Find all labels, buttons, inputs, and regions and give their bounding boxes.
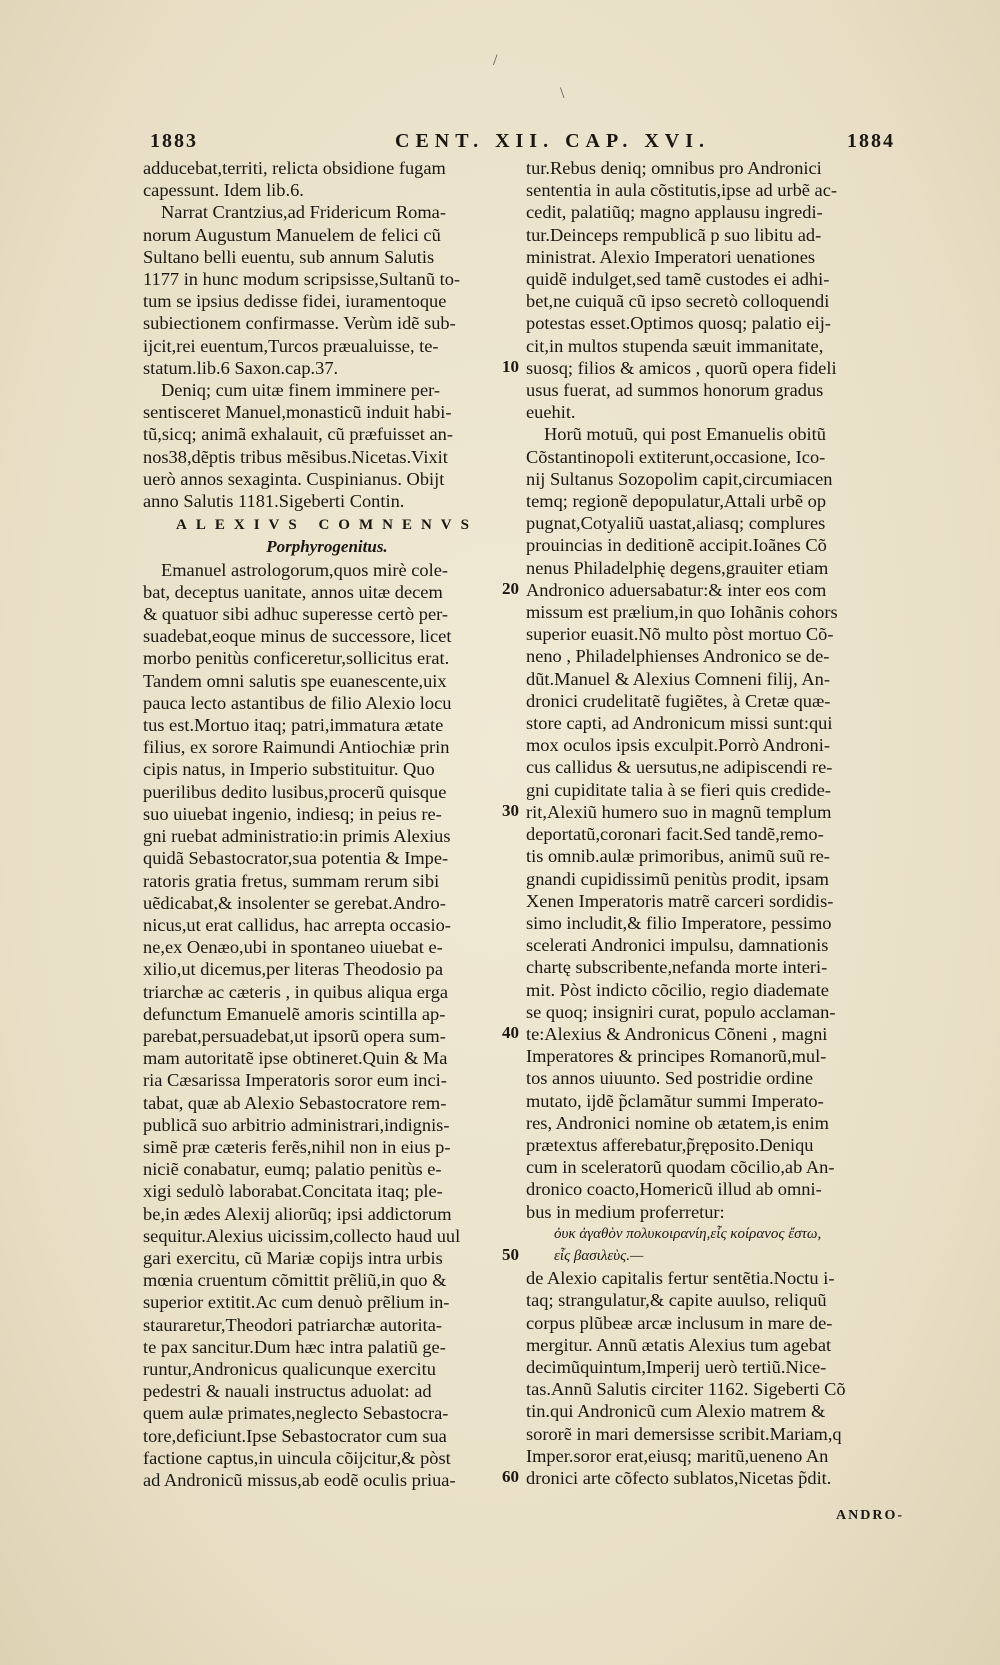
- text-line: te pax sancitur.Dum hæc intra palatiũ ge-: [143, 1336, 446, 1357]
- text-line: 1177 in hunc modum scripsisse,Sultanũ to-: [143, 269, 461, 290]
- text-line: sequitur.Alexius uicissim,collecto haud uul: [143, 1225, 461, 1246]
- text-line: bus in medium proferretur:: [526, 1201, 725, 1222]
- running-header: [150, 130, 895, 160]
- text-line: superior extitit.Ac cum denuò prẽlium in-: [143, 1292, 450, 1313]
- text-line: tur.Rebus deniq; omnibus pro Andronici: [526, 158, 822, 178]
- text-line: store capti, ad Andronicum missi sunt:qui: [526, 713, 833, 734]
- margin-mark: /: [493, 52, 498, 69]
- text-line: de Alexio capitalis fertur sentẽtia.Noctu i-: [526, 1268, 835, 1289]
- text-line: ijcit,rei euentum,Turcos præualuisse, te-: [143, 335, 439, 356]
- text-line: deportatũ,coronari facit.Sed tandẽ,remo-: [526, 824, 824, 845]
- text-line: ne,ex Oenæo,ubi in spontaneo uiuebat e-: [143, 937, 443, 958]
- text-line: defunctum Emanuelẽ amoris scintilla ap-: [143, 1003, 446, 1024]
- text-line: ratoris gratia fretus, summam rerum sibi: [143, 870, 440, 891]
- text-line: sententia in aula cõstitutis,ipse ad urbẽ ac-: [526, 180, 838, 201]
- text-line: tore,deficiunt.Ipse Sebastocrator cum sua: [143, 1425, 447, 1446]
- catchword: ANDRO-: [836, 1508, 904, 1523]
- text-line: capessunt. Idem lib.6.: [143, 180, 304, 201]
- line-number: 40: [502, 1022, 519, 1042]
- text-line: anno Salutis 1181.Sigeberti Contin.: [143, 491, 405, 512]
- text-line: scelerati Andronici impulsu, damnationis: [526, 935, 829, 956]
- text-line: publicã suo arbitrio administrari,indignis-: [143, 1114, 450, 1135]
- text-line: se quoq; insigniri curat, populo acclaman-: [526, 1001, 836, 1022]
- text-line: subiectionem confirmasse. Verùm idẽ sub-: [143, 313, 456, 334]
- text-line: nos38,dẽptis tribus mẽsibus.Nicetas.Vixit: [143, 446, 448, 467]
- text-line: mutato, ijdẽ p̃clamãtur summi Imperato-: [526, 1090, 824, 1111]
- text-line: gni cupiditate talia à se fieri quis credide-: [526, 779, 831, 800]
- greek-quote-line: ὀυκ ἀγαθὸν πολυκοιρανίη,εἷς κοίρανος ἔστω,: [554, 1225, 822, 1242]
- line-number: 20: [502, 578, 519, 598]
- text-line: ad Andronicũ missus,ab eodẽ oculis priua-: [143, 1469, 456, 1490]
- text-line: bat, deceptus uanitate, annos uitæ decem: [143, 581, 443, 602]
- text-line: xigi sedulò laborabat.Concitata itaq; ple-: [143, 1181, 443, 1202]
- text-line: triarchæ ac cæteris , in quibus aliqua erga: [143, 981, 449, 1002]
- text-line: sentisceret Manuel,monasticũ induit habi-: [143, 402, 452, 423]
- text-line: prouincias in deditionẽ accipit.Ioãnes Cõ: [526, 535, 827, 556]
- text-line: niciẽ conabatur, eumq; palatio penitùs e-: [143, 1159, 442, 1180]
- left-page-number: 1883: [150, 130, 198, 152]
- text-line: parebat,persuadebat,ut ipsorũ opera sum-: [143, 1025, 446, 1046]
- text-line: temq; regionẽ depopulatur,Attali urbẽ op: [526, 491, 827, 512]
- text-line: mox oculos ipsis exculpit.Porrò Androni-: [526, 735, 830, 756]
- text-line: ministrat. Alexio Imperatori uenationes: [526, 246, 816, 267]
- text-line: adducebat,territi, relicta obsidione fugam: [143, 158, 446, 178]
- text-line: cedit, palatiũq; magno applausu ingredi-: [526, 202, 823, 223]
- text-line: Horũ motuũ, qui post Emanuelis obitũ: [544, 424, 826, 445]
- line-number: 30: [502, 800, 519, 820]
- text-line: ria Cæsarissa Imperatoris soror eum inci-: [143, 1070, 447, 1091]
- text-line: quidã Sebastocrator,sua potentia & Impe-: [143, 848, 449, 869]
- text-line: norum Augustum Manuelem de felici cũ: [143, 224, 441, 245]
- text-line: simo includit,& filio Imperatore, pessimo: [526, 912, 832, 933]
- text-line: pugnat,Cotyaliũ uastat,aliasq; complures: [526, 513, 826, 534]
- text-line: suadebat,eoque minus de successore, licet: [143, 626, 452, 647]
- text-line: euehit.: [526, 402, 576, 423]
- text-line: cit,in multos stupenda sæuit immanitate,: [526, 335, 824, 356]
- text-line: gari exercitu, cũ Mariæ copijs intra urbis: [143, 1247, 443, 1268]
- greek-quote-line: εἷς βασιλεὺς.—: [554, 1247, 644, 1264]
- text-line: tas.Annũ Salutis circiter 1162. Sigeberti Cõ: [526, 1379, 846, 1400]
- text-line: tum se ipsius dedisse fidei, iuramentoque: [143, 291, 447, 312]
- text-line: suo uiuebat ingenio, indiesq; in peius re-: [143, 803, 442, 824]
- text-line: suosq; filios & amicos , quorũ opera fideli: [526, 357, 837, 378]
- text-line: tin.qui Andronicũ cum Alexio matrem &: [526, 1401, 826, 1422]
- line-number: 60: [502, 1466, 519, 1486]
- text-line: & quatuor sibi adhuc superesse certò per-: [143, 604, 449, 625]
- text-line: potestas esset.Optimos quosq; palatio eij-: [526, 313, 831, 334]
- text-line: dronico coacto,Homericũ illud ab omni-: [526, 1179, 822, 1200]
- text-line: te:Alexius & Andronicus Cõneni , magni: [526, 1023, 828, 1044]
- text-line: pauca lecto astantibus de filio Alexio locu: [143, 692, 452, 713]
- text-line: Deniq; cum uitæ finem imminere per-: [161, 380, 440, 401]
- margin-mark: \: [560, 85, 565, 102]
- text-line: tabat, quæ ab Alexio Sebastocratore rem-: [143, 1092, 447, 1113]
- line-number: 50: [502, 1244, 519, 1264]
- text-line: Imperatores & principes Romanorũ,mul-: [526, 1046, 827, 1067]
- text-line: mam autoritatẽ ipse obtineret.Quin & Ma: [143, 1048, 448, 1069]
- text-line: xilio,ut dicemus,per literas Theodosio pa: [143, 959, 443, 980]
- text-line: missum est prælium,in quo Iohãnis cohors: [526, 602, 838, 623]
- text-line: uẽdicabat,& insolenter se gerebat.Andro-: [143, 892, 446, 913]
- text-line: sororẽ in mari demersisse scribit.Mariam,q: [526, 1423, 842, 1444]
- text-line: Cõstantinopoli extiterunt,occasione, Ico-: [526, 446, 826, 467]
- text-line: neno , Philadelphienses Andronico se de-: [526, 646, 830, 667]
- text-line: tis omnib.aulæ primoribus, animũ suũ re-: [526, 846, 830, 867]
- text-line: factione captus,in uincula cõijcitur,& pòst: [143, 1447, 451, 1468]
- text-line: tur.Deinceps rempublicã p suo libitu ad-: [526, 224, 822, 245]
- right-column: [526, 157, 894, 1489]
- section-subtitle: Porphyrogenitus.: [266, 537, 388, 557]
- text-line: Sultano belli euentu, sub annum Salutis: [143, 246, 435, 267]
- text-line: rit,Alexiũ humero suo in magnũ templum: [526, 801, 832, 822]
- text-line: prætextus afferebatur,p̃ręposito.Deniqu: [526, 1134, 814, 1155]
- line-number: 10: [502, 356, 519, 376]
- text-line: corpus plũbeæ arcæ inclusum in mare de-: [526, 1312, 833, 1333]
- text-line: gnandi cupidissimũ penitùs prodit, ipsam: [526, 868, 829, 889]
- text-line: taq; strangulatur,& capite auulso, reliquũ: [526, 1290, 827, 1311]
- text-line: Xenen Imperatoris matrẽ carceri sordidis-: [526, 890, 834, 911]
- text-line: cum in sceleratorũ quodam cõcilio,ab An-: [526, 1157, 835, 1178]
- text-line: tos annos uiuunto. Sed postridie ordine: [526, 1068, 814, 1089]
- text-line: dũt.Manuel & Alexius Comneni filij, An-: [526, 668, 830, 689]
- text-line: nenus Philadelphię degens,grauiter etiam: [526, 557, 829, 578]
- text-line: tus est.Mortuo itaq; patri,immatura ætate: [143, 715, 444, 736]
- text-line: Imper.soror erat,eiusq; maritũ,ueneno An: [526, 1445, 829, 1466]
- text-line: Narrat Crantzius,ad Fridericum Roma-: [161, 202, 446, 223]
- text-line: decimũquintum,Imperij uerò tertiũ.Nice-: [526, 1356, 827, 1377]
- text-line: nij Sultanus Sozopolim capit,circumiacen: [526, 468, 833, 489]
- text-line: morbo penitùs conficeretur,sollicitus erat.: [143, 648, 450, 669]
- section-title: ALEXIVS COMNENVS: [176, 517, 478, 534]
- text-line: mergitur. Annũ ætatis Alexius tum agebat: [526, 1334, 832, 1355]
- text-line: mœnia cruentum cõmittit prẽliũ,in quo &: [143, 1270, 447, 1291]
- text-line: nicus,ut erat callidus, hac arrepta occasio-: [143, 914, 451, 935]
- text-line: quidẽ indulget,sed tamẽ custodes ei adhi-: [526, 269, 830, 290]
- text-line: gni ruebat administratio:in primis Alexius: [143, 826, 451, 847]
- text-line: puerilibus dedito lusibus,procerũ quisque: [143, 781, 447, 802]
- text-line: dronici arte cõfecto sublatos,Nicetas p̃dit.: [526, 1467, 832, 1488]
- text-line: pedestri & nauali instructus aduolat: ad: [143, 1381, 432, 1402]
- text-line: uerò annos sexaginta. Cuspinianus. Obijt: [143, 468, 445, 489]
- text-line: chartę subscribente,nefanda morte interi-: [526, 957, 828, 978]
- right-page-number: 1884: [847, 130, 895, 152]
- text-line: tũ,sicq; animã exhalauit, cũ præfuisset an-: [143, 424, 454, 445]
- text-line: Tandem omni salutis spe euanescente,uix: [143, 670, 447, 691]
- text-line: Emanuel astrologorum,quos mirè cole-: [161, 559, 449, 580]
- text-line: be,in ædes Alexij aliorũq; ipsi addictorum: [143, 1203, 452, 1224]
- running-title: CENT. XII. CAP. XVI.: [395, 130, 711, 152]
- text-line: Andronico aduersabatur:& inter eos com: [526, 579, 827, 600]
- text-line: simẽ præ cæteris ferẽs,nihil non in eius p-: [143, 1136, 451, 1157]
- text-line: staurаretur,Theodori patriarchæ autorita-: [143, 1314, 443, 1335]
- text-line: bet,ne cuiquã cũ ipso secretò colloquendi: [526, 291, 830, 312]
- text-line: statum.lib.6 Saxon.cap.37.: [143, 357, 339, 378]
- text-line: dronici crudelitatẽ fugiẽtes, à Cretæ quæ-: [526, 690, 831, 711]
- text-line: superior euasit.Nõ multo pòst mortuo Cõ-: [526, 624, 834, 645]
- text-line: usus fuerat, ad summos honorum gradus: [526, 380, 824, 401]
- text-line: cipis natus, in Imperio substituitur. Quo: [143, 759, 435, 780]
- text-line: cus callidus & uersutus,ne adipiscendi re-: [526, 757, 833, 778]
- text-line: runtur,Andronicus qualicunque exercitu: [143, 1358, 436, 1379]
- text-line: filius, ex sorore Raimundi Antiochiæ prin: [143, 737, 450, 758]
- text-line: mit. Pòst indicto cõcilio, regio diademate: [526, 979, 829, 1000]
- left-column: [143, 157, 511, 1491]
- text-line: quem aulæ primates,neglecto Sebastocra-: [143, 1403, 449, 1424]
- text-line: res, Andronici nomine ob ætatem,is enim: [526, 1112, 829, 1133]
